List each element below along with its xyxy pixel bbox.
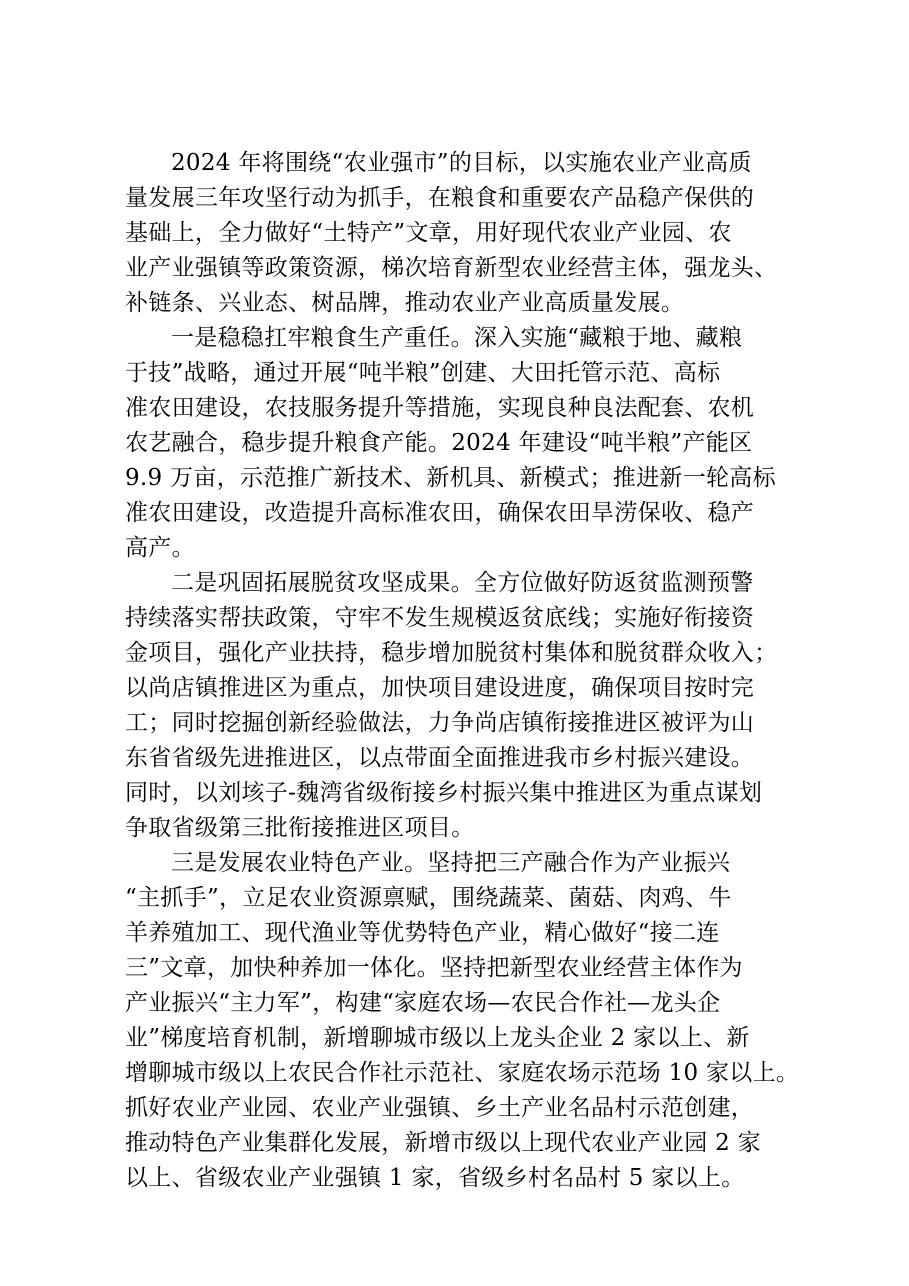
text-line: 一是稳稳扛牢粮食生产重任。深入实施“藏粮于地、藏粮 bbox=[171, 325, 743, 351]
text-line: 准农田建设，改造提升高标准农田，确保农田旱涝保收、稳产 bbox=[125, 500, 755, 526]
text-line: 争取省级第三批衔接推进区项目。 bbox=[125, 815, 475, 841]
text-line: 持续落实帮扶政策，守牢不发生规模返贫底线；实施好衔接资 bbox=[125, 605, 755, 631]
paragraph-intro bbox=[125, 146, 800, 321]
text-line: 量发展三年攻坚行动为抓手，在粮食和重要农产品稳产保供的 bbox=[125, 185, 755, 211]
paragraph-poverty-alleviation bbox=[125, 566, 800, 846]
text-line: 以尚店镇推进区为重点，加快项目建设进度，确保项目按时完 bbox=[125, 675, 755, 701]
text-line: 补链条、兴业态、树品牌，推动农业产业高质量发展。 bbox=[125, 290, 685, 316]
text-line: 农艺融合，稳步提升粮食产能。2024 年建设“吨半粮”产能区 bbox=[125, 430, 753, 456]
text-line: 金项目，强化产业扶持，稳步增加脱贫村集体和脱贫群众收入； bbox=[125, 640, 778, 666]
text-line: 9.9 万亩，示范推广新技术、新机具、新模式；推进新一轮高标 bbox=[125, 465, 776, 491]
text-line: 二是巩固拓展脱贫攻坚成果。全方位做好防返贫监测预警 bbox=[171, 570, 754, 596]
text-line: 三是发展农业特色产业。坚持把三产融合作为产业振兴 bbox=[171, 850, 731, 876]
paragraph-grain-production bbox=[125, 321, 800, 566]
text-line: 同时，以刘垓子-魏湾省级衔接乡村振兴集中推进区为重点谋划 bbox=[125, 780, 763, 806]
paragraph-specialty-industry bbox=[125, 846, 800, 1196]
text-line: 推动特色产业集群化发展，新增市级以上现代农业产业园 2 家 bbox=[125, 1130, 761, 1156]
text-line: 业产业强镇等政策资源，梯次培育新型农业经营主体，强龙头、 bbox=[125, 255, 778, 281]
text-line: 于技”战略，通过开展“吨半粮”创建、大田托管示范、高标 bbox=[125, 360, 721, 386]
text-line: “主抓手”，立足农业资源禀赋，围绕蔬菜、菌菇、肉鸡、牛 bbox=[125, 885, 732, 911]
text-line: 羊养殖加工、现代渔业等优势特色产业，精心做好“接二连 bbox=[125, 920, 720, 946]
text-line: 2024 年将围绕“农业强市”的目标，以实施农业产业高质 bbox=[171, 150, 752, 176]
text-line: 东省省级先进推进区，以点带面全面推进我市乡村振兴建设。 bbox=[125, 745, 755, 771]
document-body bbox=[125, 146, 800, 1196]
text-line: 三”文章，加快种养加一体化。坚持把新型农业经营主体作为 bbox=[125, 955, 743, 981]
text-line: 业”梯度培育机制，新增聊城市级以上龙头企业 2 家以上、新 bbox=[125, 1025, 750, 1051]
text-line: 高产。 bbox=[125, 535, 195, 561]
text-line: 产业振兴“主力军”，构建“家庭农场—农民合作社—龙头企 bbox=[125, 990, 721, 1016]
text-line: 基础上，全力做好“土特产”文章，用好现代农业产业园、农 bbox=[125, 220, 732, 246]
text-line: 工；同时挖掘创新经验做法，力争尚店镇衔接推进区被评为山 bbox=[125, 710, 755, 736]
text-line: 抓好农业产业园、农业产业强镇、乡土产业名品村示范创建， bbox=[125, 1095, 755, 1121]
text-line: 增聊城市级以上农民合作社示范社、家庭农场示范场 10 家以上。 bbox=[125, 1060, 800, 1086]
text-line: 以上、省级农业产业强镇 1 家，省级乡村名品村 5 家以上。 bbox=[125, 1165, 745, 1191]
text-line: 准农田建设，农技服务提升等措施，实现良种良法配套、农机 bbox=[125, 395, 755, 421]
